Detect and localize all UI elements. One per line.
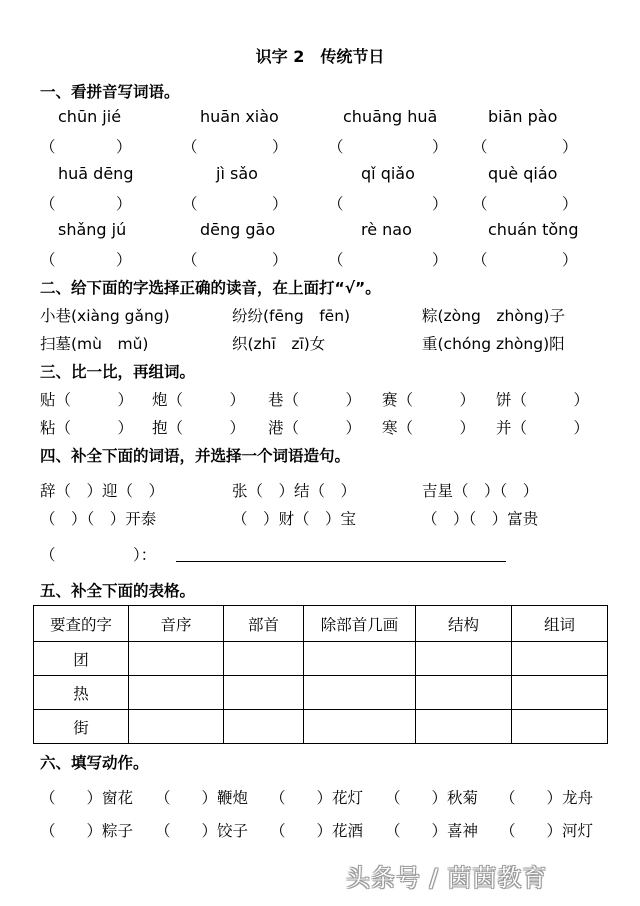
section2-heading: 二、给下面的字选择正确的读音，在上面打“√”。 [40,279,381,297]
pinyin-ji-sao: jì sǎo [216,164,258,183]
table-header: 结构 [416,606,512,642]
section4-heading: 四、补全下面的词语，并选择一个词语造句。 [40,447,351,465]
table-char-cell: 热 [34,676,129,710]
table-blank-cell[interactable] [129,642,224,676]
table-blank-cell[interactable] [224,676,304,710]
section5-heading: 五、补全下面的表格。 [40,582,196,600]
answer-paren-open: （ [40,138,56,156]
answer-paren-open: （ [182,195,198,213]
action-item: （ ）龙舟 [500,789,594,807]
compare-item: 赛（ ） [382,391,476,409]
answer-paren-open: （ [328,138,344,156]
answer-paren-open: （ [40,251,56,269]
answer-paren-open: （ [472,138,488,156]
table-row [34,710,608,744]
table-header: 要查的字 [34,606,129,642]
lookup-table [33,605,608,744]
reading-item: 重(chóng zhòng)阳 [422,335,565,353]
answer-paren-close: ） [116,251,132,269]
answer-paren-open: （ [182,138,198,156]
answer-paren-close: ） [116,195,132,213]
action-item: （ ）花灯 [270,789,364,807]
compare-item: 巷（ ） [268,391,362,409]
reading-item: 小巷(xiàng gǎng) [40,307,170,325]
action-item: （ ）饺子 [155,822,249,840]
table-header-row [34,606,608,642]
reading-item: 扫墓(mù mǔ) [40,335,149,353]
table-blank-cell[interactable] [224,642,304,676]
action-item: （ ）河灯 [500,822,594,840]
table-row [34,676,608,710]
answer-paren-open: （ [328,251,344,269]
action-item: （ ）秋菊 [385,789,479,807]
table-char-cell: 街 [34,710,129,744]
reading-item: 纷纷(fēng fēn) [232,307,351,325]
pinyin-chuang-hua: chuāng huā [343,107,438,126]
compare-item: 粘（ ） [40,419,134,437]
table-blank-cell[interactable] [416,676,512,710]
table-header: 音序 [129,606,224,642]
table-row [34,642,608,676]
idiom-item: 辞（ ）迎（ ） [40,482,165,500]
section3-heading: 三、比一比，再组词。 [40,363,196,381]
table-blank-cell[interactable] [512,642,608,676]
table-char-cell: 团 [34,642,129,676]
table-blank-cell[interactable] [416,710,512,744]
action-item: （ ）花酒 [270,822,364,840]
answer-paren-open: （ [40,195,56,213]
table-blank-cell[interactable] [304,710,416,744]
idiom-item: 吉星（ ）（ ） [422,482,539,500]
table-header: 部首 [224,606,304,642]
section6-heading: 六、填写动作。 [40,754,149,772]
sentence-prefix: （ ）： [40,546,157,564]
action-item: （ ）鞭炮 [155,789,249,807]
reading-item: 粽(zòng zhòng)子 [422,307,565,325]
answer-paren-open: （ [182,251,198,269]
answer-paren-close: ） [432,195,448,213]
compare-item: 贴（ ） [40,391,134,409]
answer-paren-close: ） [562,251,578,269]
idiom-item: （ ）（ ）富贵 [422,510,539,528]
pinyin-qi-qiao: qǐ qiǎo [361,164,415,183]
pinyin-hua-deng: huā dēng [58,164,134,183]
table-header: 除部首几画 [304,606,416,642]
answer-paren-close: ） [562,195,578,213]
answer-paren-close: ） [272,195,288,213]
sentence-answer-line[interactable] [176,561,506,562]
answer-paren-close: ） [116,138,132,156]
table-header: 组词 [512,606,608,642]
pinyin-que-qiao: què qiáo [488,164,558,183]
pinyin-re-nao: rè nao [361,220,412,239]
idiom-item: （ ）财（ ）宝 [232,510,357,528]
compare-item: 寒（ ） [382,419,476,437]
page-title: 识字 2 传统节日 [255,47,385,66]
table-blank-cell[interactable] [416,642,512,676]
compare-item: 炮（ ） [152,391,246,409]
table-blank-cell[interactable] [129,710,224,744]
answer-paren-open: （ [472,195,488,213]
pinyin-bian-pao: biān pào [488,107,558,126]
compare-item: 并（ ） [496,419,590,437]
answer-paren-close: ） [432,251,448,269]
table-blank-cell[interactable] [512,710,608,744]
answer-paren-close: ） [272,251,288,269]
answer-paren-close: ） [272,138,288,156]
action-item: （ ）喜神 [385,822,479,840]
answer-paren-close: ） [432,138,448,156]
answer-paren-open: （ [328,195,344,213]
reading-item: 织(zhī zī)女 [232,335,326,353]
table-blank-cell[interactable] [512,676,608,710]
pinyin-chun-jie: chūn jié [58,107,122,126]
idiom-item: 张（ ）结（ ） [232,482,357,500]
table-blank-cell[interactable] [224,710,304,744]
compare-item: 饼（ ） [496,391,590,409]
pinyin-shang-ju: shǎng jú [58,220,127,239]
table-blank-cell[interactable] [129,676,224,710]
section1-heading: 一、看拼音写词语。 [40,83,180,101]
action-item: （ ）粽子 [40,822,134,840]
action-item: （ ）窗花 [40,789,134,807]
answer-paren-close: ） [562,138,578,156]
compare-item: 港（ ） [268,419,362,437]
compare-item: 抱（ ） [152,419,246,437]
table-blank-cell[interactable] [304,676,416,710]
idiom-item: （ ）（ ）开泰 [40,510,157,528]
answer-paren-open: （ [472,251,488,269]
pinyin-deng-gao: dēng gāo [200,220,276,239]
pinyin-huan-xiao: huān xiào [200,107,279,126]
watermark: 头条号 / 茵茵教育 [346,864,548,892]
table-blank-cell[interactable] [304,642,416,676]
pinyin-chuan-tong: chuán tǒng [488,220,579,239]
